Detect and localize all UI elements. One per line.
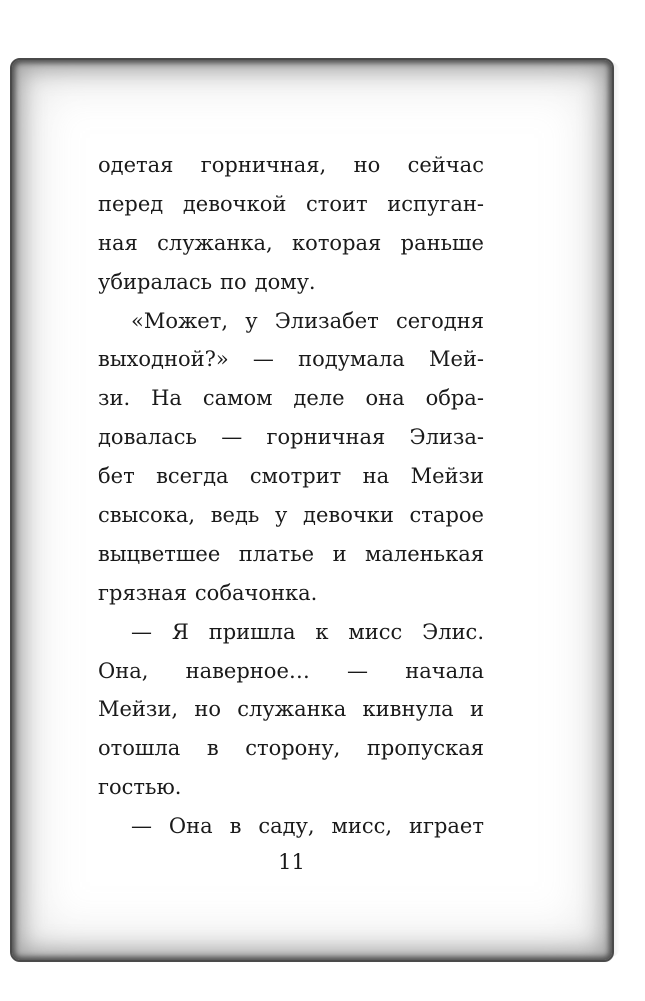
word: раньше — [400, 230, 484, 255]
word: — — [347, 658, 369, 683]
word: Я — [171, 619, 189, 644]
word: Элиза- — [409, 425, 484, 450]
text-line — [98, 263, 484, 302]
word: — — [131, 814, 152, 839]
word: старое — [409, 503, 484, 528]
word: сейчас — [407, 153, 484, 177]
word: одетая — [98, 153, 174, 177]
word: испуган- — [387, 191, 484, 216]
word: смотрит — [249, 464, 342, 489]
text-line — [98, 729, 484, 768]
word: наверное… — [185, 658, 310, 683]
text-line — [98, 535, 484, 574]
word: кивнула — [362, 697, 454, 722]
text-line — [98, 690, 484, 729]
word: сегодня — [395, 308, 484, 333]
word: она — [365, 386, 405, 411]
word: бет — [98, 464, 135, 489]
text-line — [98, 768, 484, 807]
word: ная — [98, 230, 138, 255]
word: у — [275, 503, 288, 528]
word: пришла — [208, 619, 296, 644]
word: пропуская — [366, 736, 484, 761]
text-line — [98, 496, 484, 535]
word: перед — [98, 191, 164, 216]
word: Мейзи, — [98, 697, 179, 722]
word: «Может, — [131, 308, 229, 333]
word: маленькая — [365, 541, 484, 566]
word: по — [220, 269, 247, 294]
word: Она — [168, 814, 213, 839]
word: сторону, — [245, 736, 341, 761]
word: выходной?» — [98, 347, 229, 372]
word: Элис. — [422, 619, 484, 644]
text-line — [98, 807, 484, 846]
word: на — [362, 464, 390, 489]
text-line — [98, 379, 484, 418]
word: мисс, — [331, 814, 393, 839]
word: — — [221, 425, 243, 450]
text-line — [98, 340, 484, 379]
word: мисс — [348, 619, 403, 644]
word: Элизабет — [274, 308, 379, 333]
word: Мей- — [428, 347, 484, 372]
text-line — [98, 302, 484, 341]
word: к — [315, 619, 329, 644]
word: Мейзи — [410, 464, 484, 489]
text-line — [98, 613, 484, 652]
word: горничная, — [200, 153, 327, 177]
word: и — [332, 541, 347, 566]
word: собачонка. — [194, 580, 318, 605]
word: дому. — [254, 269, 316, 294]
word: — — [131, 619, 152, 644]
word: но — [353, 153, 381, 177]
word: отошла — [98, 736, 181, 761]
word: — — [252, 347, 274, 372]
word: и — [470, 697, 484, 722]
word: горничная — [266, 425, 386, 450]
word: всегда — [156, 464, 229, 489]
word: гостью. — [98, 775, 182, 800]
word: свысока, — [98, 503, 196, 528]
word: деле — [293, 386, 345, 411]
body-text — [98, 146, 484, 846]
word: На — [151, 386, 182, 411]
word: ведь — [210, 503, 260, 528]
page-number: 11 — [278, 850, 305, 874]
text-line — [98, 185, 484, 224]
word: начала — [405, 658, 484, 683]
text-line — [98, 652, 484, 691]
word: подумала — [298, 347, 405, 372]
word: грязная — [98, 580, 187, 605]
word: в — [206, 736, 219, 761]
word: довалась — [98, 425, 197, 450]
word: служанка — [237, 697, 347, 722]
word: в — [229, 814, 242, 839]
word: Она, — [98, 658, 149, 683]
word: играет — [408, 814, 484, 839]
word: платье — [238, 541, 315, 566]
word: девочки — [303, 503, 394, 528]
word: служанка, — [157, 230, 273, 255]
word: которая — [292, 230, 382, 255]
text-line — [98, 146, 484, 185]
word: зи. — [98, 386, 131, 411]
word: девочкой — [182, 191, 287, 216]
word: но — [194, 697, 221, 722]
text-line — [98, 418, 484, 457]
word: убиралась — [98, 269, 213, 294]
text-line — [98, 574, 484, 613]
word: у — [245, 308, 258, 333]
word: стоит — [305, 191, 368, 216]
word: обра- — [425, 386, 484, 411]
word: саду, — [258, 814, 315, 839]
word: самом — [202, 386, 273, 411]
text-line — [98, 457, 484, 496]
text-line — [98, 224, 484, 263]
word: выцветшее — [98, 541, 221, 566]
